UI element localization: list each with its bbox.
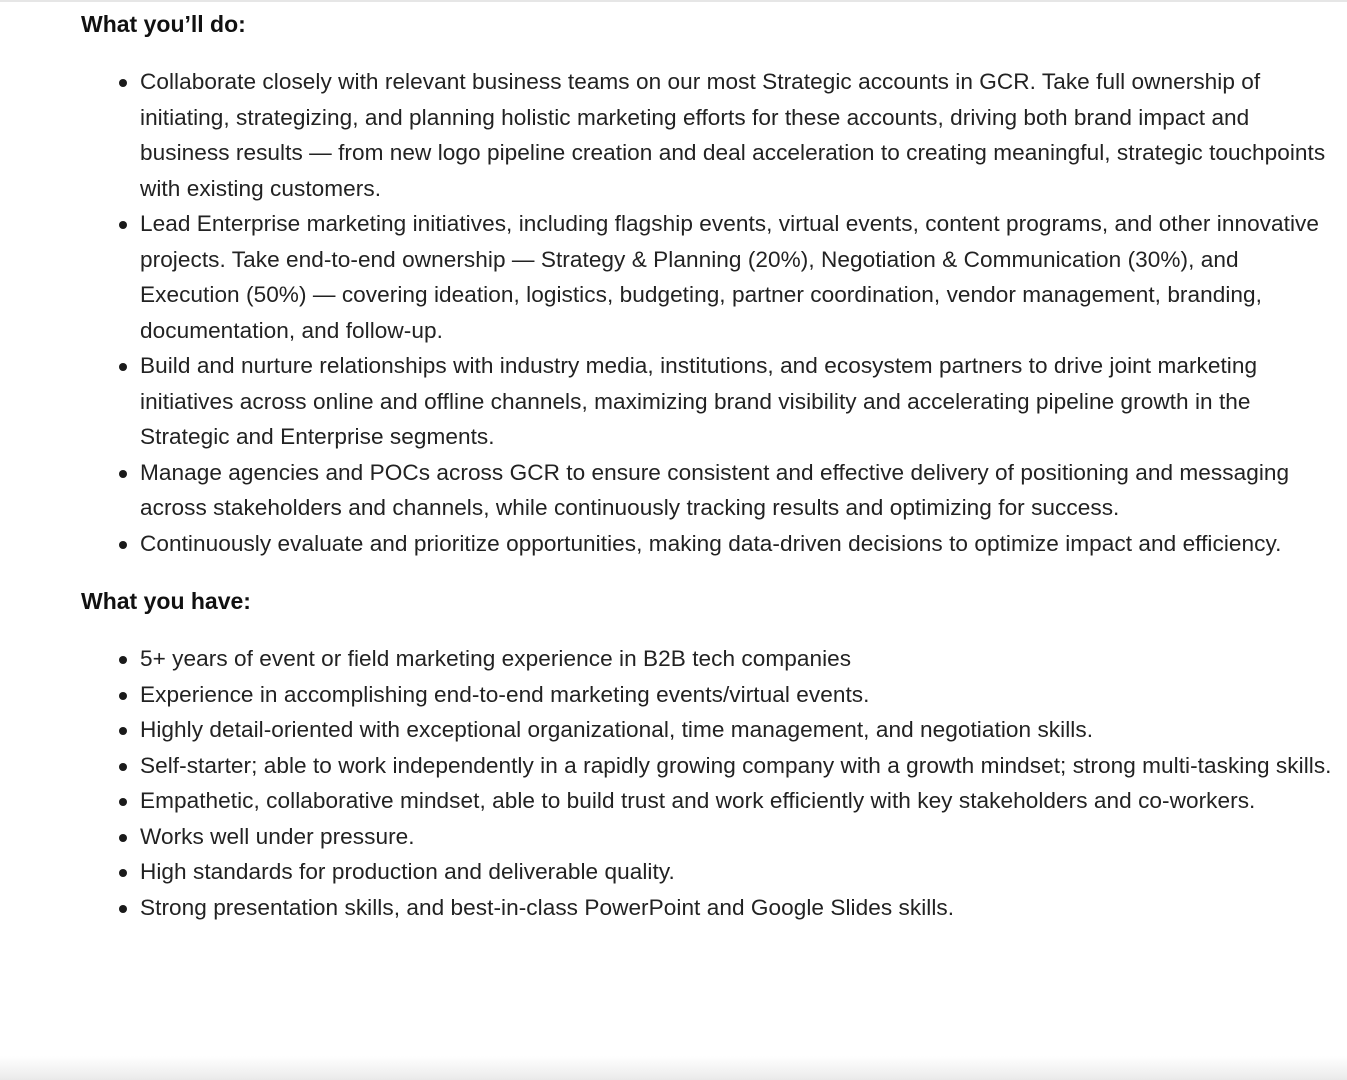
list-item <box>140 677 1343 713</box>
list-item <box>140 783 1343 819</box>
list-item-text: Continuously evaluate and prioritize opportunities, making data-driven decisions to optimize impact and efficiency. <box>140 530 1282 556</box>
bullet-icon <box>119 869 127 877</box>
bullet-icon <box>119 221 127 229</box>
list-item-text: Strong presentation skills, and best-in-class PowerPoint and Google Slides skills. <box>140 894 955 920</box>
section-heading-requirements: What you have: <box>81 588 251 614</box>
list-item <box>140 641 1343 677</box>
list-item-text: Build and nurture relationships with industry media, institutions, and ecosystem partners to drive joint marketing initiatives across online and offline channels, maximizing brand visibility and accelerating pipeline growth in the Strategic and Enterprise segments. <box>140 353 1258 449</box>
list-item-text: Highly detail-oriented with exceptional organizational, time management, and negotiation skills. <box>140 717 1094 742</box>
section-heading-responsibilities: What you’ll do: <box>81 11 246 37</box>
list-item <box>140 819 1343 855</box>
list-item <box>140 712 1343 748</box>
requirements-list <box>81 641 1343 925</box>
bullet-icon <box>119 905 127 913</box>
list-item <box>140 748 1343 784</box>
bullet-icon <box>119 79 127 87</box>
list-item-text: Works well under pressure. <box>140 823 415 849</box>
list-item-text: Lead Enterprise marketing initiatives, including flagship events, virtual events, content programs, and other innovative projects. Take end-to-end ownership — Strategy & Planning (20%), Negotiation & Communication (30%), and Execution (50%) — covering ideation, logistics, budgeting, partner coordination, vendor management, branding, documentation, and follow-up. <box>140 211 1320 343</box>
list-item <box>140 206 1343 348</box>
responsibilities-list <box>81 64 1343 561</box>
list-item <box>140 348 1343 455</box>
list-item <box>140 64 1343 206</box>
bullet-icon <box>119 656 127 664</box>
list-item <box>140 455 1343 526</box>
bullet-icon <box>119 470 127 478</box>
scroll-fade <box>0 1056 1347 1080</box>
top-divider <box>0 0 1347 2</box>
bullet-icon <box>119 692 127 700</box>
list-item-text: Empathetic, collaborative mindset, able to build trust and work efficiently with key stakeholders and co-workers. <box>140 788 1256 813</box>
list-item <box>140 890 1343 926</box>
list-item-text: High standards for production and deliverable quality. <box>140 859 675 884</box>
bullet-icon <box>119 763 127 771</box>
list-item <box>140 526 1343 562</box>
list-item-text: Experience in accomplishing end-to-end marketing events/virtual events. <box>140 681 870 707</box>
list-item-text: 5+ years of event or field marketing experience in B2B tech companies <box>140 646 852 671</box>
list-item-text: Collaborate closely with relevant business teams on our most Strategic accounts in GCR. Take full ownership of initiating, strategizing, and planning holistic marketing efforts for these accounts, driving both brand impact and business results — from new logo pipeline creation and deal acceleration to creating meaningful, strategic touchpoints with existing customers. <box>140 69 1326 201</box>
list-item <box>140 854 1343 890</box>
bullet-icon <box>119 363 127 371</box>
job-description <box>81 6 1343 947</box>
list-item-text: Self-starter; able to work independently in a rapidly growing company with a growth mindset; strong multi-tasking skills. <box>140 752 1332 778</box>
bullet-icon <box>119 798 127 806</box>
bullet-icon <box>119 541 127 549</box>
bullet-icon <box>119 834 127 842</box>
bullet-icon <box>119 727 127 735</box>
list-item-text: Manage agencies and POCs across GCR to ensure consistent and effective delivery of positioning and messaging across stakeholders and channels, while continuously tracking results and optimizing for success. <box>140 459 1290 520</box>
